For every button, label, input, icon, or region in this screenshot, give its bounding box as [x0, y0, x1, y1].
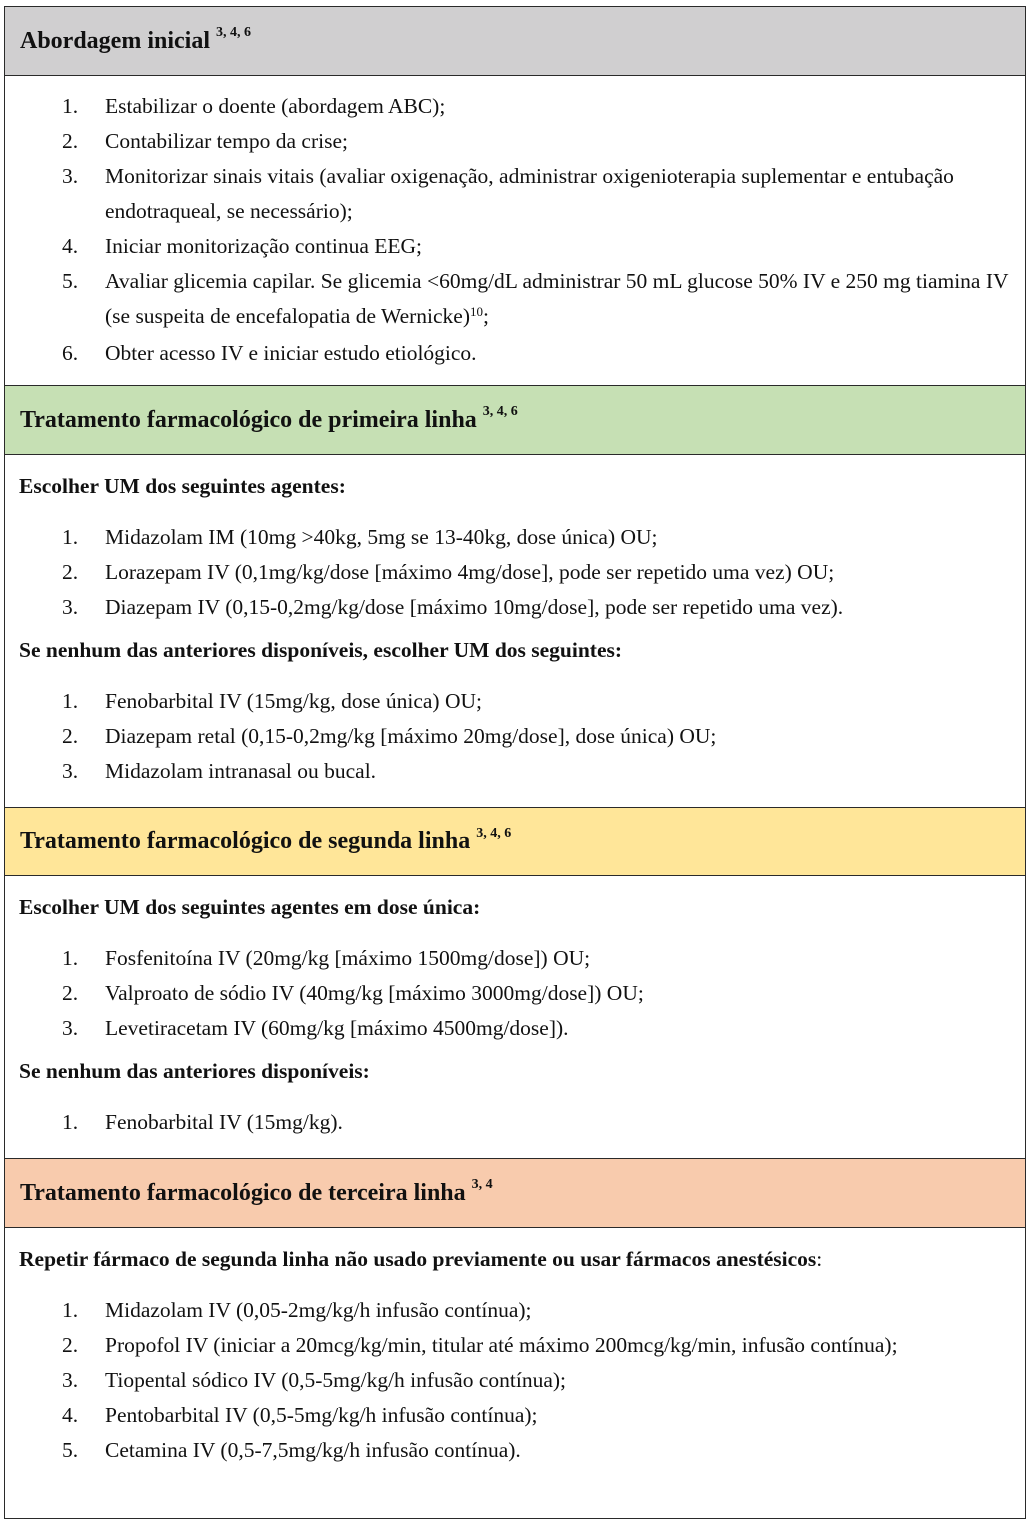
item-number: 5.	[62, 269, 79, 293]
section-body-first-line	[5, 455, 1025, 808]
section-header-second-line	[5, 808, 1025, 876]
section-title: Tratamento farmacológico de terceira linha	[20, 1179, 466, 1206]
list-item	[5, 941, 1025, 976]
list-item	[5, 555, 1025, 590]
item-number: 3.	[62, 595, 79, 619]
section-intro: Se nenhum das anteriores disponíveis:	[19, 1059, 370, 1083]
item-number: 6.	[62, 341, 79, 365]
item-text	[105, 269, 1008, 328]
item-number: 2.	[62, 1333, 79, 1357]
section-refs: 3, 4	[471, 1177, 493, 1192]
section-body-third-line	[5, 1228, 1025, 1518]
list-item	[5, 754, 1025, 789]
section-header-initial	[5, 7, 1025, 76]
section-refs: 3, 4, 6	[476, 825, 512, 841]
section-title: Tratamento farmacológico de primeira linha	[20, 406, 477, 433]
item-text: Fosfenitoína IV (20mg/kg [máximo 1500mg/dose]) OU;	[105, 946, 591, 970]
section-intro: Se nenhum das anteriores disponíveis, escolher UM dos seguintes:	[19, 638, 623, 662]
item-number: 4.	[62, 234, 79, 258]
section-refs: 3, 4, 6	[482, 404, 518, 419]
item-number: 2.	[62, 724, 79, 748]
list-item	[5, 229, 1025, 264]
item-number: 2.	[62, 981, 79, 1005]
item-text: Cetamina IV (0,5-7,5mg/kg/h infusão contínua).	[105, 1438, 521, 1462]
item-number: 1.	[62, 1110, 79, 1134]
item-number: 3.	[62, 1368, 79, 1392]
list-item	[5, 976, 1025, 1011]
list-item	[5, 719, 1025, 754]
section-title: Abordagem inicial	[20, 27, 210, 54]
item-number: 3.	[62, 1016, 79, 1040]
item-number: 1.	[62, 689, 79, 713]
list-item	[5, 264, 1025, 336]
section-header-third-line	[5, 1159, 1025, 1228]
item-number: 1.	[62, 1298, 79, 1322]
item-text: Midazolam IM (10mg >40kg, 5mg se 13-40kg, dose única) OU;	[105, 525, 658, 549]
item-text: Diazepam retal (0,15-0,2mg/kg [máximo 20mg/dose], dose única) OU;	[105, 724, 717, 748]
list-item	[5, 684, 1025, 719]
item-number: 2.	[62, 560, 79, 584]
item-text: Lorazepam IV (0,1mg/kg/dose [máximo 4mg/dose], pode ser repetido uma vez) OU;	[105, 560, 835, 584]
list-item	[5, 1011, 1025, 1046]
item-text: Levetiracetam IV (60mg/kg [máximo 4500mg/dose]).	[105, 1016, 569, 1040]
list-item	[5, 520, 1025, 555]
item-text: Monitorizar sinais vitais (avaliar oxigenação, administrar oxigenioterapia suplementar e entubação endotraqueal, se necessário);	[105, 164, 954, 223]
section-intro: Escolher UM dos seguintes agentes em dose única:	[19, 895, 481, 919]
section-refs: 3, 4, 6	[216, 25, 251, 40]
item-ref: 10	[470, 304, 483, 319]
item-number: 1.	[62, 525, 79, 549]
item-text: Midazolam IV (0,05-2mg/kg/h infusão contínua);	[105, 1298, 532, 1322]
item-number: 1.	[62, 94, 79, 118]
item-text: Propofol IV (iniciar a 20mcg/kg/min, titular até máximo 200mcg/kg/min, infusão contínua);	[105, 1333, 898, 1357]
item-number: 5.	[62, 1438, 79, 1462]
item-number: 3.	[62, 164, 79, 188]
section-header-first-line	[5, 386, 1025, 455]
item-number: 4.	[62, 1403, 79, 1427]
item-text: Valproato de sódio IV (40mg/kg [máximo 3000mg/dose]) OU;	[105, 981, 644, 1005]
section-body-second-line	[5, 876, 1025, 1159]
item-text: Tiopental sódico IV (0,5-5mg/kg/h infusão contínua);	[105, 1368, 567, 1392]
item-text: Diazepam IV (0,15-0,2mg/kg/dose [máximo 10mg/dose], pode ser repetido uma vez).	[105, 595, 844, 619]
protocol-table	[4, 6, 1026, 1519]
section-intro	[5, 1246, 1025, 1273]
list	[5, 1293, 1025, 1468]
list-item	[5, 1398, 1025, 1433]
list-item	[5, 336, 1025, 371]
item-text: Estabilizar o doente (abordagem ABC);	[105, 94, 446, 118]
item-text: Iniciar monitorização continua EEG;	[105, 234, 422, 258]
item-text: Pentobarbital IV (0,5-5mg/kg/h infusão contínua);	[105, 1403, 538, 1427]
list	[5, 89, 1025, 371]
list	[5, 684, 1025, 789]
list-item	[5, 1105, 1025, 1140]
list-item	[5, 590, 1025, 625]
list-item	[5, 1328, 1025, 1363]
list-item	[5, 89, 1025, 124]
section-intro-text: Repetir fármaco de segunda linha não usado previamente ou usar fármacos anestésicos	[19, 1247, 817, 1271]
list-item	[5, 1293, 1025, 1328]
item-text-tail: ;	[483, 304, 489, 328]
item-text: Fenobarbital IV (15mg/kg, dose única) OU;	[105, 689, 482, 713]
section-body-initial	[5, 76, 1025, 386]
item-text-main: Avaliar glicemia capilar. Se glicemia <60mg/dL administrar 50 mL glucose 50% IV e 250 mg tiamina IV (se suspeita de encefalopatia de Wernicke)	[105, 269, 1009, 328]
item-number: 2.	[62, 129, 79, 153]
item-text: Contabilizar tempo da crise;	[105, 129, 348, 153]
item-text: Fenobarbital IV (15mg/kg).	[105, 1110, 343, 1134]
section-intro-tail: :	[816, 1247, 823, 1271]
item-number: 1.	[62, 946, 79, 970]
list	[5, 941, 1025, 1046]
list	[5, 520, 1025, 625]
item-text: Obter acesso IV e iniciar estudo etiológico.	[105, 341, 477, 365]
item-number: 3.	[62, 759, 79, 783]
list-item	[5, 1363, 1025, 1398]
list-item	[5, 1433, 1025, 1468]
list-item	[5, 124, 1025, 159]
section-title: Tratamento farmacológico de segunda linha	[20, 828, 471, 854]
list-item	[5, 159, 1025, 229]
list	[5, 1105, 1025, 1140]
item-text: Midazolam intranasal ou bucal.	[105, 759, 377, 783]
section-intro: Escolher UM dos seguintes agentes:	[19, 474, 346, 498]
